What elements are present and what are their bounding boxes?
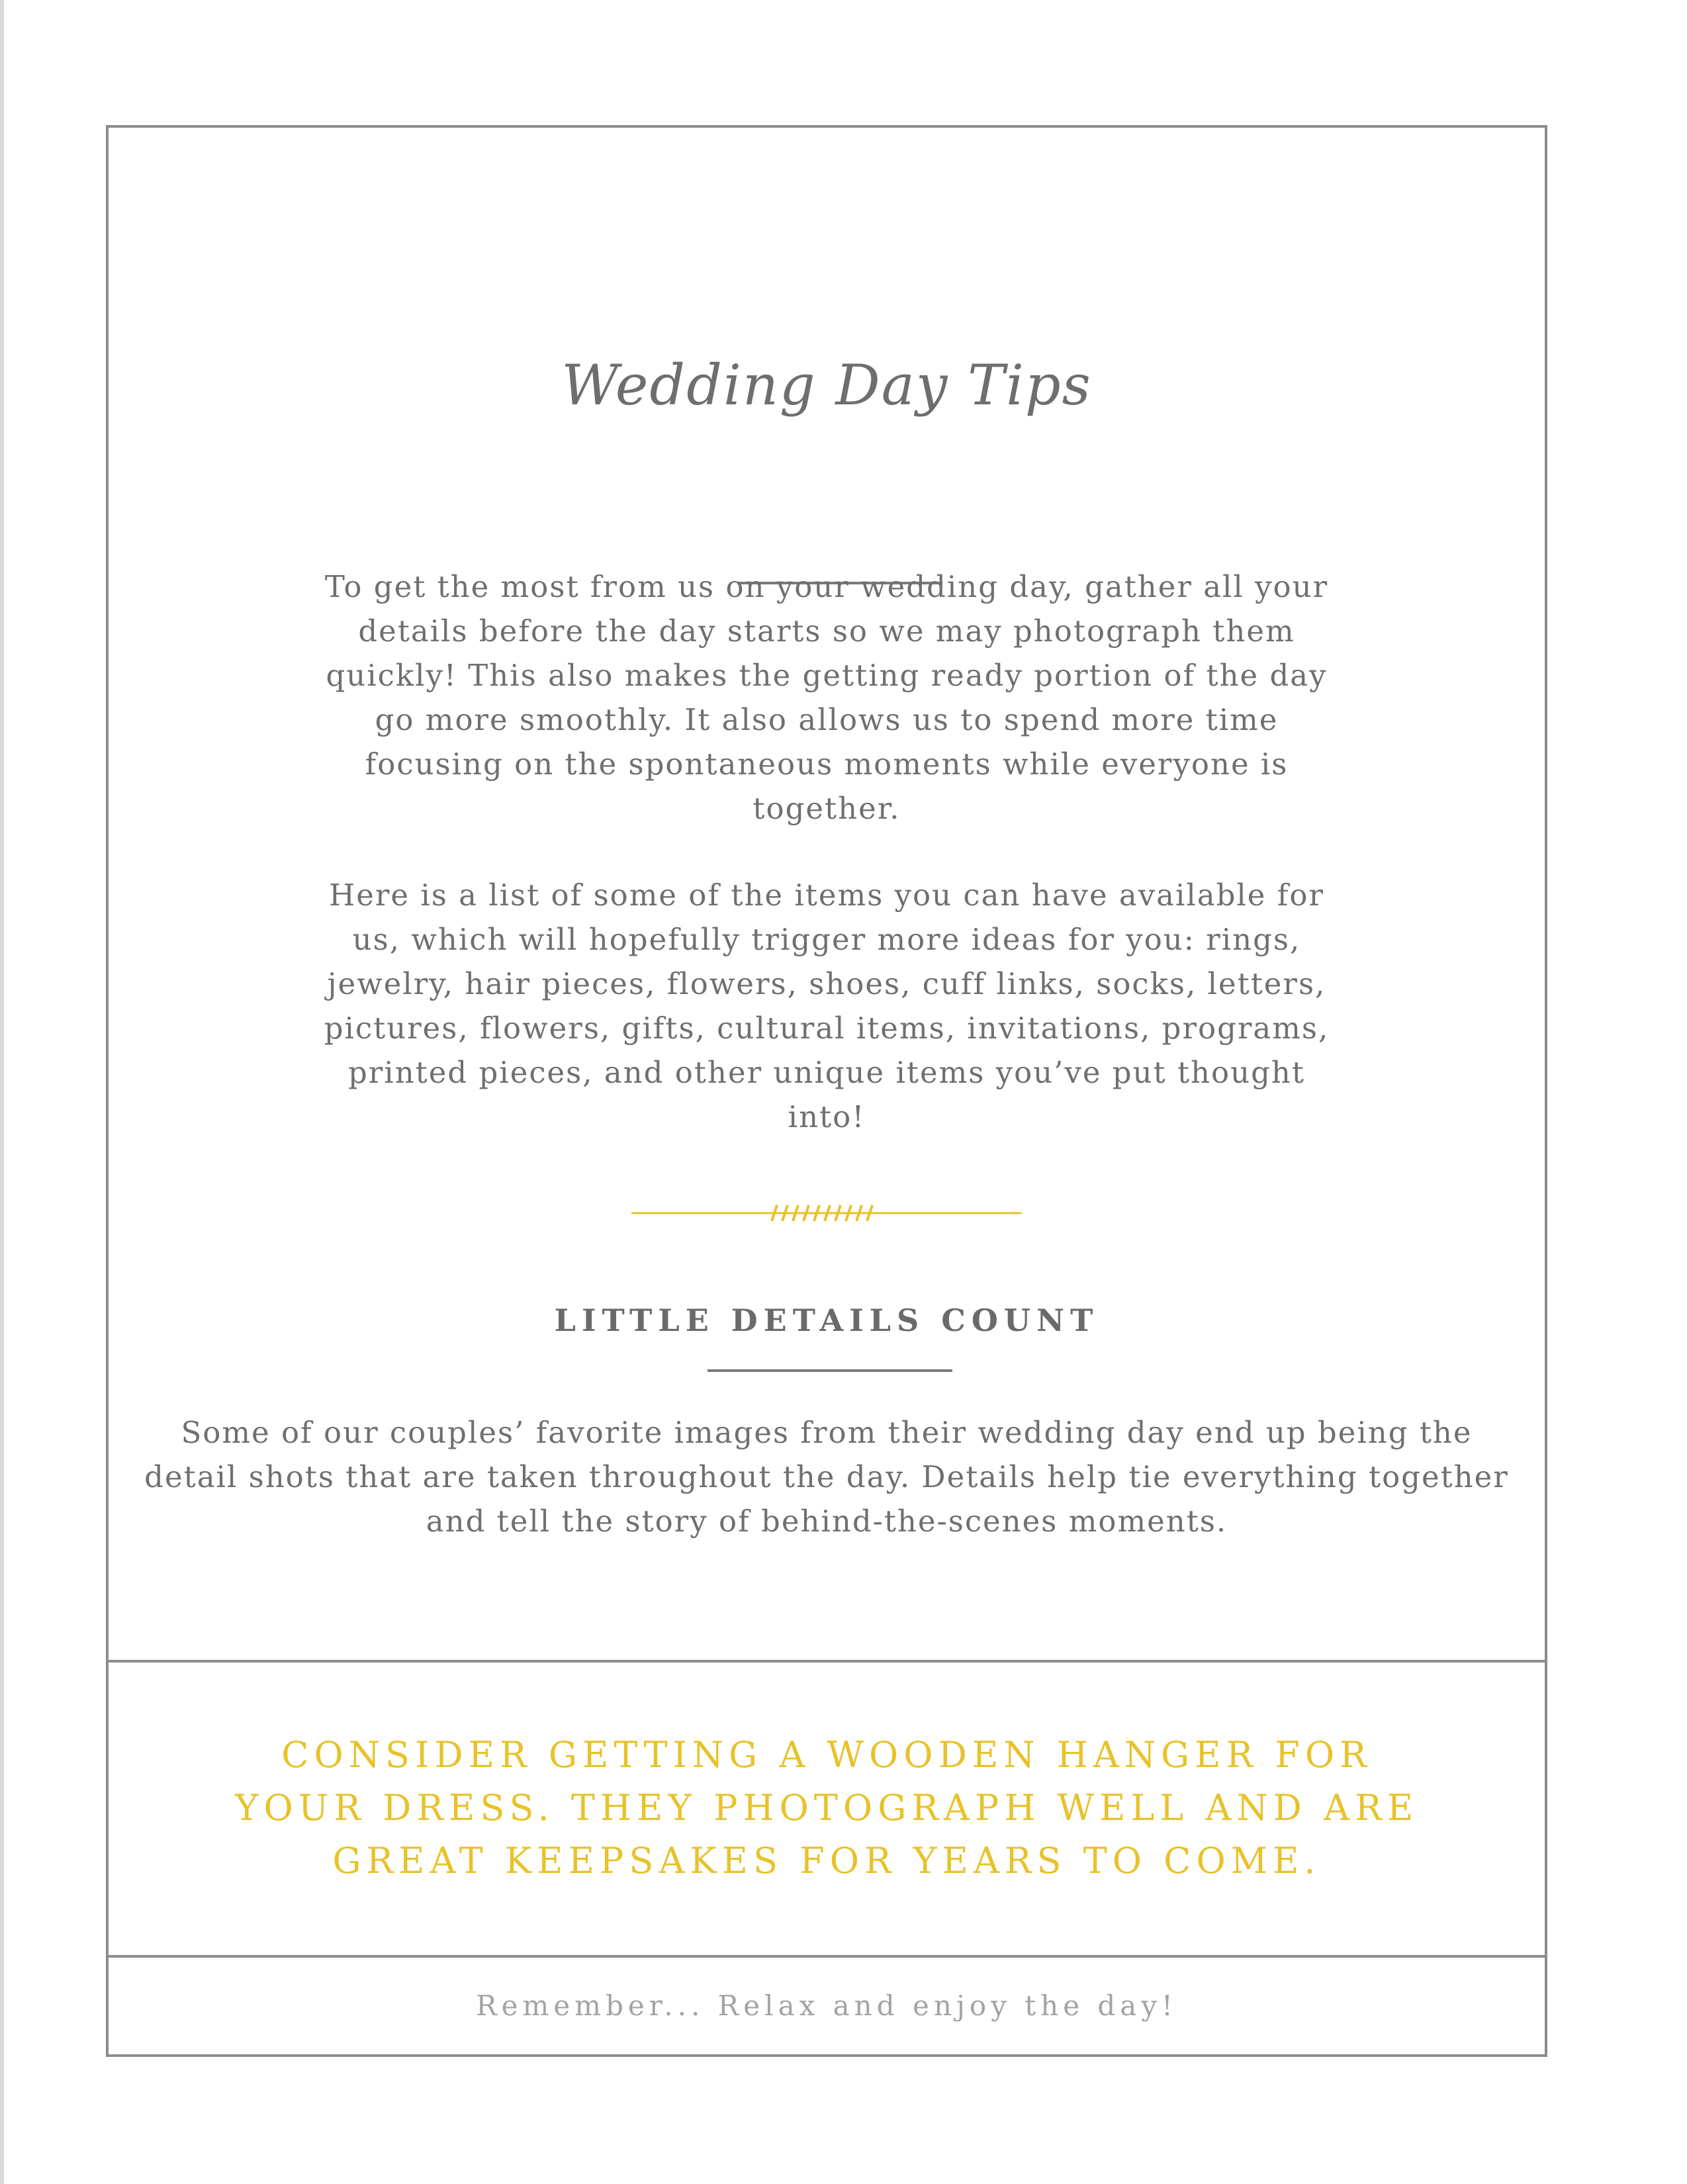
main-section: [109, 128, 1545, 1660]
subheading-underline: [707, 1369, 952, 1372]
footer-note: Remember... Relax and enjoy the day!: [476, 1989, 1177, 2022]
details-paragraph: Some of our couples’ favorite images from their wedding day end up being the detail shots that are taken throughout the day. Details help tie everything together and tell the story of behind-the-scenes moments.: [144, 1415, 1509, 1539]
intro-paragraph: To get the most from us on your wedding day, gather all your details before the day starts so we may photograph them quickly! This also makes the getting ready portion of the day go more smoothly. It also allows us to spend more time focusing on the spontaneous moments while everyone is together.: [324, 569, 1329, 826]
tip-callout: CONSIDER GETTING A WOODEN HANGER FOR YOUR DRESS. THEY PHOTOGRAPH WELL AND ARE GREAT KEEPSAKES FOR YEARS TO COME.: [234, 1734, 1419, 1882]
page-edge: [0, 0, 4, 2184]
footer-section: [109, 1955, 1545, 2054]
section-subheading: LITTLE DETAILS COUNT: [554, 1302, 1099, 1338]
yellow-divider-ornament: [631, 1200, 1028, 1226]
items-paragraph: Here is a list of some of the items you can have available for us, which will hopefully trigger more ideas for you: rings, jewelry, hair pieces, flowers, shoes, cuff links, socks, letters, pictures, flowers, gifts, cultural items, invitations, programs, printed pieces, and other unique items you’ve put thought into!: [324, 878, 1330, 1134]
page-title: Wedding Day Tips: [561, 353, 1092, 418]
page-frame: [106, 125, 1547, 2057]
tip-section: [109, 1660, 1545, 1955]
